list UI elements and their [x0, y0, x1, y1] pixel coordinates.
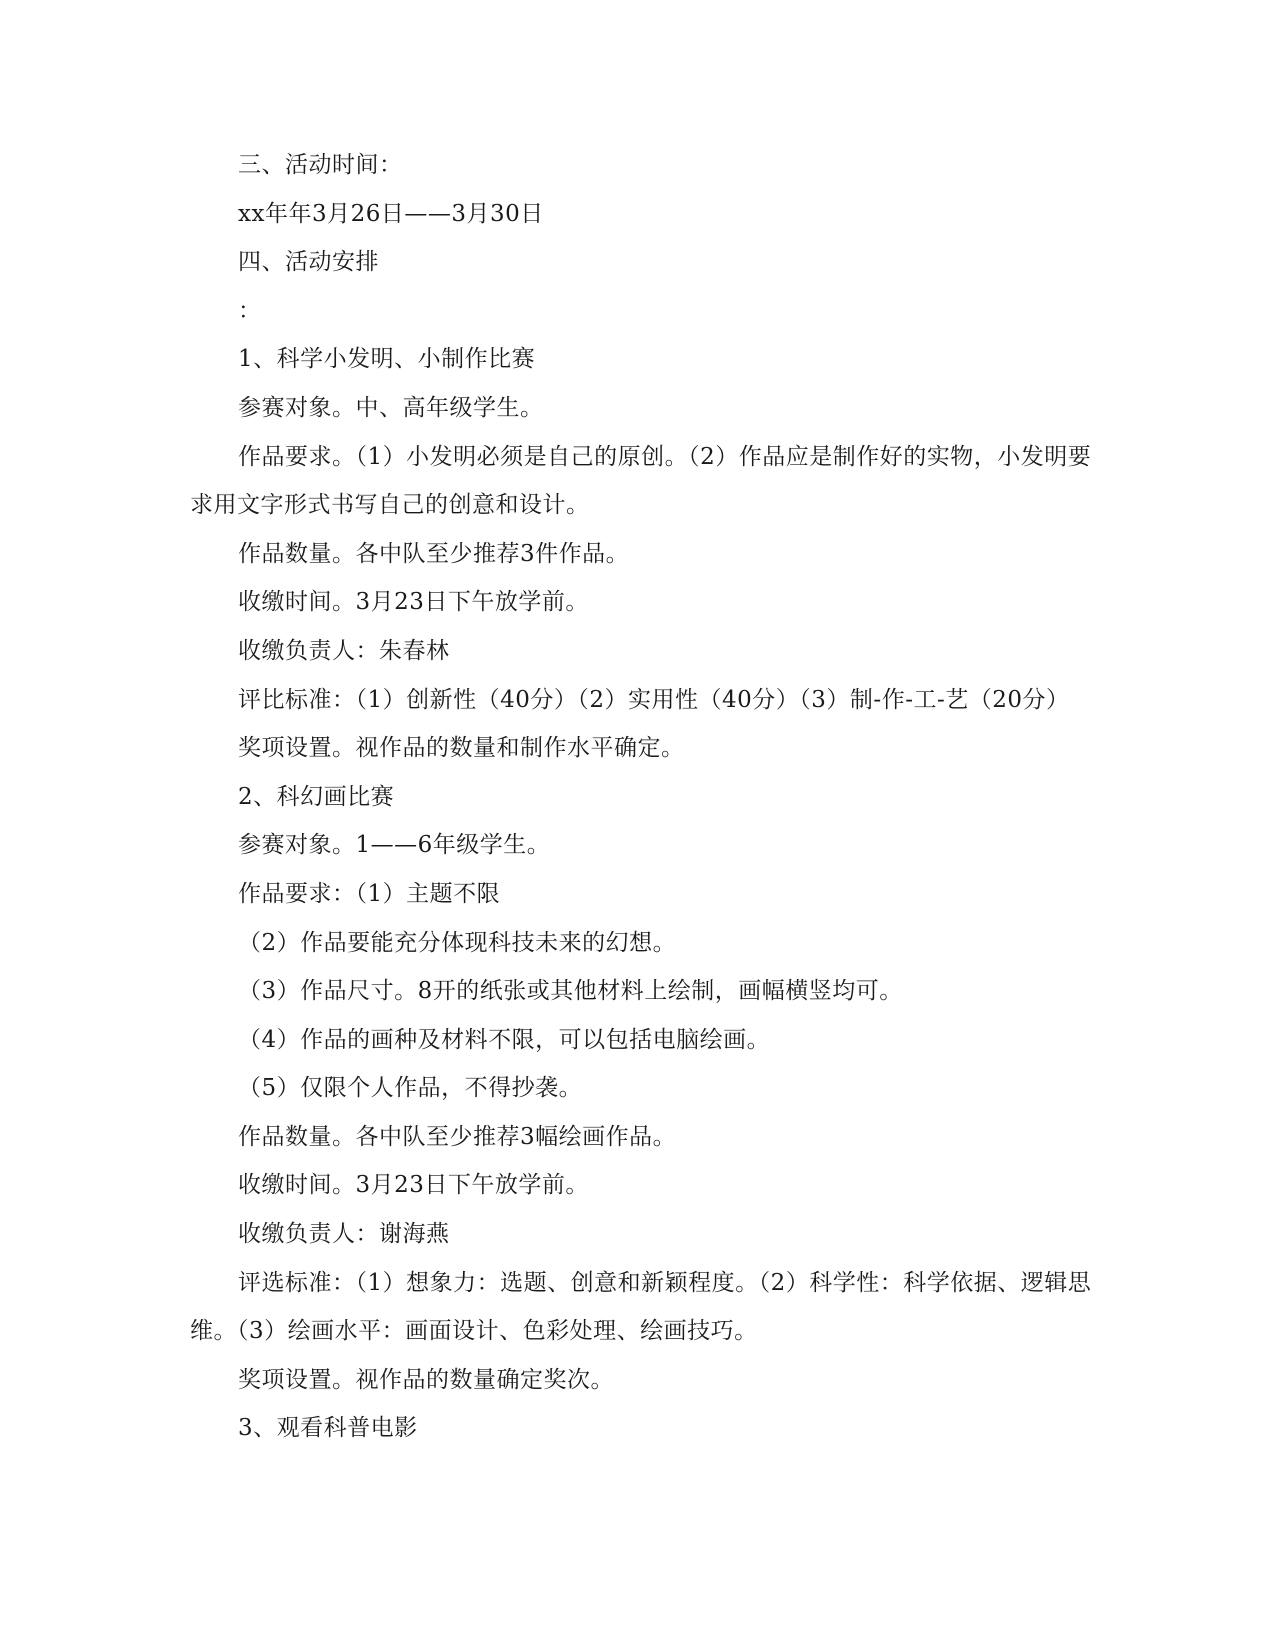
- painting-requirements: 作品要求：（1）主题不限: [238, 880, 501, 907]
- item-heading-science-movie: 3、观看科普电影: [238, 1415, 418, 1442]
- item-heading-scifi-painting: 2、科幻画比赛: [238, 783, 395, 810]
- painting-requirement-3: （3）作品尺寸。8开的纸张或其他材料上绘制，画幅横竖均可。: [238, 978, 903, 1005]
- document-body: [190, 141, 1095, 1453]
- invention-quantity: 作品数量。各中队至少推荐3件作品。: [238, 540, 630, 567]
- item-heading-invention-contest: 1、科学小发明、小制作比赛: [238, 346, 536, 373]
- invention-criteria: 评比标准：（1）创新性（40分）（2）实用性（40分）（3）制-作-工-艺（20分）: [238, 686, 1070, 713]
- colon-line: ：: [238, 297, 262, 324]
- painting-requirement-2: （2）作品要能充分体现科技未来的幻想。: [238, 929, 677, 956]
- painting-collector: 收缴负责人：谢海燕: [238, 1221, 450, 1248]
- section-heading-activity-arrangement: 四、活动安排: [238, 249, 379, 276]
- painting-criteria: 评选标准：（1）想象力：选题、创意和新颖程度。（2）科学性：科学依据、逻辑思维。（3）绘画水平：画面设计、色彩处理、绘画技巧。: [190, 1269, 1092, 1345]
- invention-collector: 收缴负责人：朱春林: [238, 637, 450, 664]
- invention-participants: 参赛对象。中、高年级学生。: [238, 394, 544, 421]
- painting-collection-time: 收缴时间。3月23日下午放学前。: [238, 1172, 589, 1199]
- painting-requirement-5: （5）仅限个人作品，不得抄袭。: [238, 1075, 583, 1102]
- section-heading-activity-time: 三、活动时间：: [238, 152, 403, 178]
- painting-participants: 参赛对象。1——6年级学生。: [238, 832, 551, 859]
- painting-awards: 奖项设置。视作品的数量确定奖次。: [238, 1366, 614, 1393]
- activity-dates: xx年年3月26日——3月30日: [238, 200, 544, 227]
- painting-quantity: 作品数量。各中队至少推荐3幅绘画作品。: [238, 1123, 677, 1150]
- painting-requirement-4: （4）作品的画种及材料不限，可以包括电脑绘画。: [238, 1026, 771, 1053]
- invention-collection-time: 收缴时间。3月23日下午放学前。: [238, 589, 589, 616]
- invention-awards: 奖项设置。视作品的数量和制作水平确定。: [238, 735, 685, 762]
- invention-requirements: 作品要求。（1）小发明必须是自己的原创。（2）作品应是制作好的实物，小发明要求用文字形式书写自己的创意和设计。: [190, 443, 1092, 519]
